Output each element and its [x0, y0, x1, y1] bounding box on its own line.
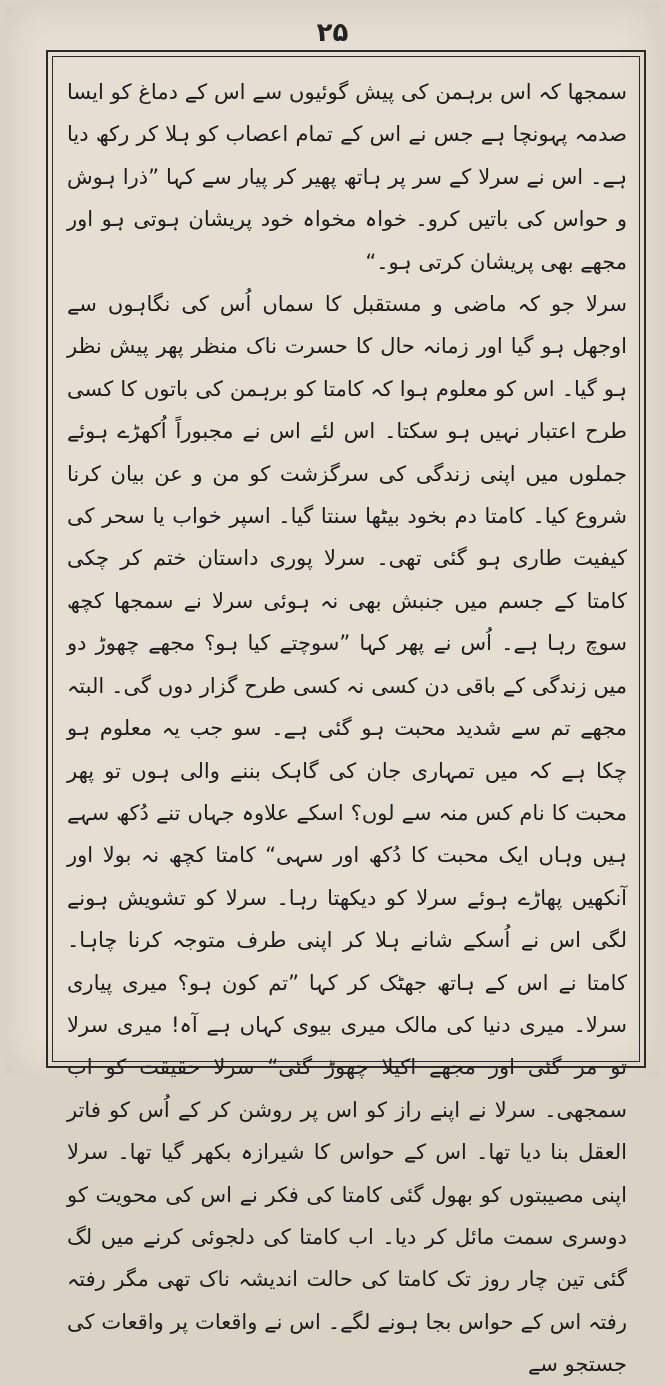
- page-number: ۲۵: [316, 18, 349, 48]
- paragraph-1: سمجھا کہ اس برہمن کی پیش گوئیوں سے اس کے دماغ کو ایسا صدمہ پہونچا ہے جس نے اس کے تمام اعصاب کو ہلا کر رکھ دیا ہے۔ اس نے سرلا کے سر پر ہاتھ پھیر کر پیار سے کہا ”ذرا ہوش و حواس کی باتیں کرو۔ خواہ مخواہ خود پریشان ہوتی ہو اور مجھے بھی پریشان کرتی ہو۔“: [67, 80, 627, 274]
- page-border-inner: [52, 56, 640, 1377]
- body-text: [67, 71, 627, 1377]
- book-page: [6, 4, 659, 1377]
- paragraph-2: سرلا جو کہ ماضی و مستقبل کا سماں اُس کی نگاہوں سے اوجھل ہو گیا اور زمانہ حال کا حسرت ناک منظر پھر پیش نظر ہو گیا۔ اس کو معلوم ہوا کہ کامتا کو برہمن کی باتوں کا کسی طرح اعتبار نہیں ہو سکتا۔ اس لئے اس نے مجبوراً اُکھڑے ہوئے جملوں میں اپنی زندگی کی سرگزشت کو من و عن بیان کرنا شروع کیا۔ کامتا دم بخود بیٹھا سنتا گیا۔ اسپر خواب یا سحر کی کیفیت طاری ہو گئی تھی۔ سرلا پوری داستان ختم کر چکی کامتا کے جسم میں جنبش بھی نہ ہوئی سرلا نے سمجھا کچھ سوچ رہا ہے۔ اُس نے پھر کہا ”سوچتے کیا ہو؟ مجھے چھوڑ دو میں زندگی کے باقی دن کسی نہ کسی طرح گزار دوں گی۔ البتہ مجھے تم سے شدید محبت ہو گئی ہے۔ سو جب یہ معلوم ہو چکا ہے کہ میں تمہاری جان کی گاہک بننے والی ہوں تو پھر محبت کا نام کس منہ سے لوں؟ اسکے علاوہ جہاں تنے دُکھ سہے ہیں وہاں ایک محبت کا دُکھ اور سہی“ کامتا کچھ نہ بولا اور آنکھیں پھاڑے ہوئے سرلا کو دیکھتا رہا۔ سرلا کو تشویش ہونے لگی اس نے اُسکے شانے ہلا کر اپنی طرف متوجہ کرنا چاہا۔ کامتا نے اس کے ہاتھ جھٹک کر کہا ”تم کون ہو؟ میری پیاری سرلا۔ میری دنیا کی مالک میری بیوی کہاں ہے آہ! میری سرلا تو مر گئی اور مجھے اکیلا چھوڑ گئی“ سرلا حقیقت کو اب سمجھی۔ سرلا نے اپنے راز کو اس پر روشن کر کے اُس کو فاتر العقل بنا دیا تھا۔ اس کے حواس کا شیرازہ بکھر گیا تھا۔ سرلا اپنی مصیبتوں کو بھول گئی کامتا کی فکر نے اس کی محویت کو دوسری سمت مائل کر دیا۔ اب کامتا کی دلجوئی کرنے میں لگ گئی تین چار روز تک کامتا کی حالت اندیشہ ناک تھی مگر رفتہ رفتہ اس کے حواس بجا ہونے لگے۔ اس نے واقعات پر واقعات کی جستجو سے: [67, 292, 627, 1377]
- page-border: [46, 50, 646, 1377]
